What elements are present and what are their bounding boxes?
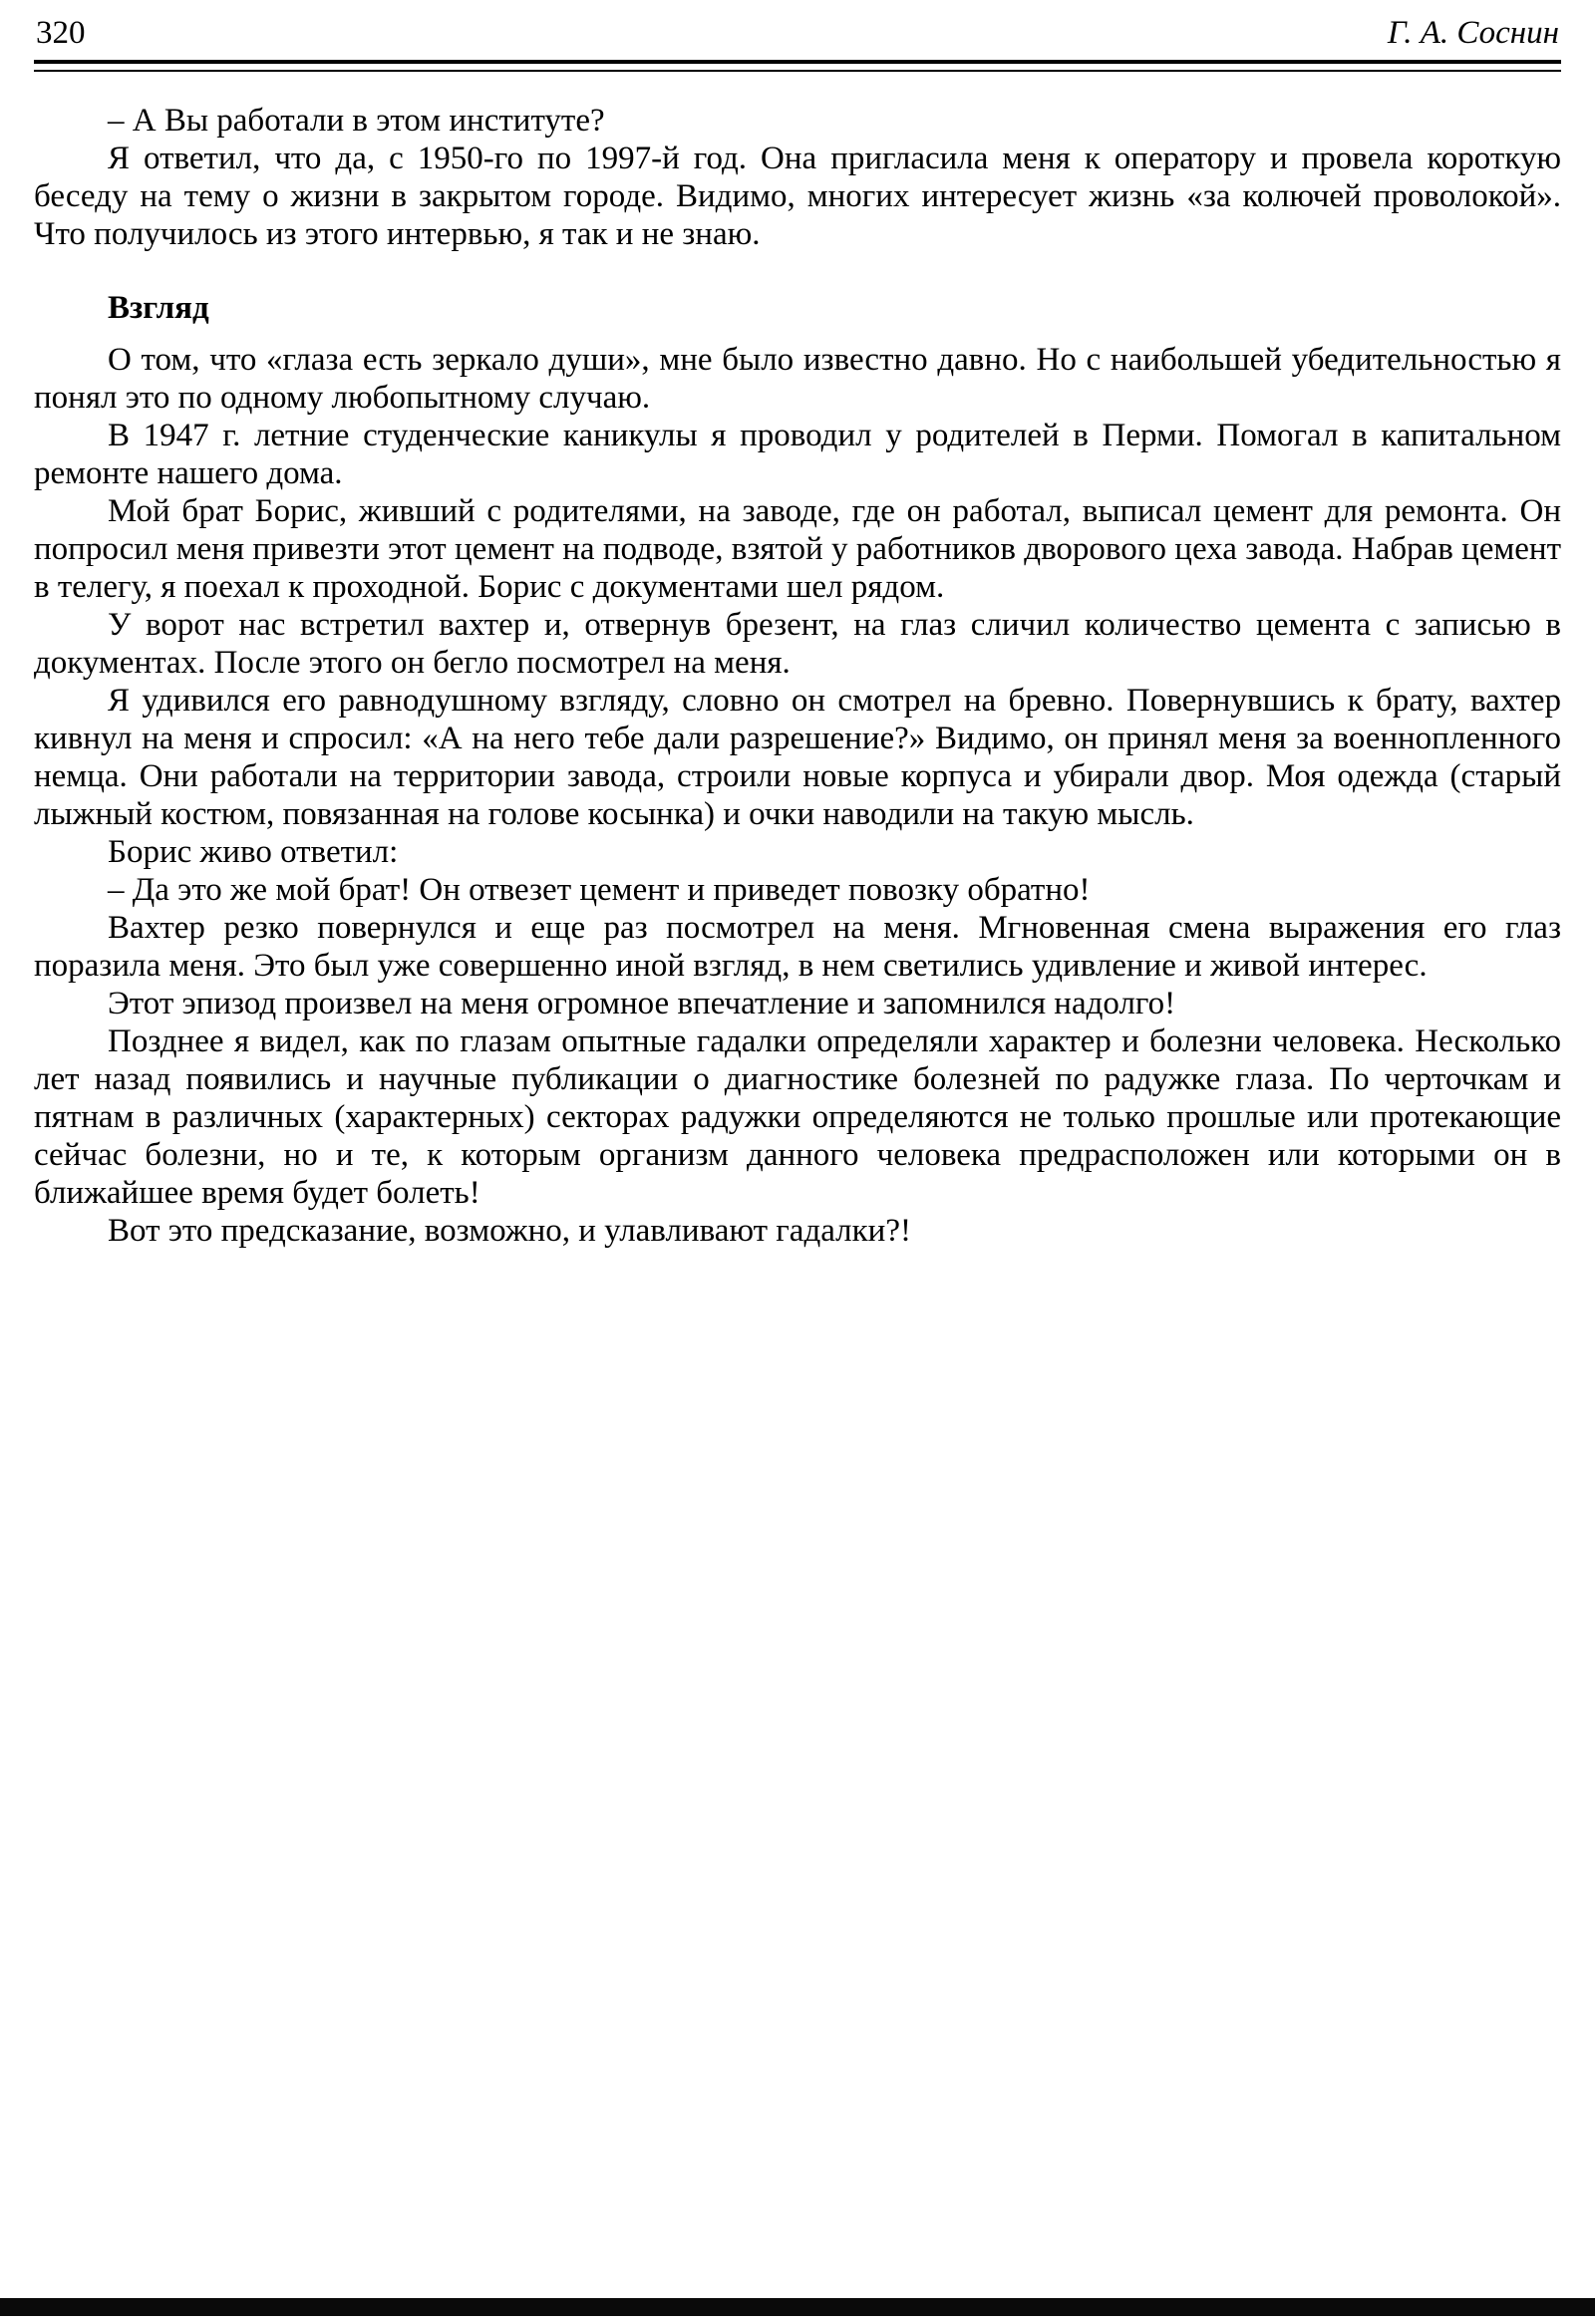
section-heading: Взгляд [108,290,209,326]
page-header [0,0,1595,52]
page-body [0,72,1595,1250]
header-rule [34,60,1561,72]
paragraph: О том, что «глаза есть зеркало души», мне было известно давно. Но с наибольшей убедительностью я понял это по одному любопытному случаю. [34,342,1561,416]
author-running-head: Г. А. Соснин [1387,15,1559,51]
paragraph: В 1947 г. летние студенческие каникулы я проводил у родителей в Перми. Помогал в капитальном ремонте нашего дома. [34,418,1561,491]
dialog-line: – А Вы работали в этом институте? [108,103,605,139]
paragraph: Мой брат Борис, живший с родителями, на заводе, где он работал, выписал цемент для ремонта. Он попросил меня привезти этот цемент на подводе, взятой у работников дворового цеха завода. Набрав цемент в телегу, я поехал к проходной. Борис с документами шел рядом. [34,493,1561,605]
paragraph: Позднее я видел, как по глазам опытные гадалки определяли характер и болезни человека. Несколько лет назад появились и научные публикации о диагностике болезней по радужке глаза. По черточкам и пятнам в различных (характерных) секторах радужки определяются не только прошлые или протекающие сейчас болезни, но и те, к которым организм данного человека предрасположен или которыми он в ближайшее время будет болеть! [34,1023,1561,1211]
paragraph: Вот это предсказание, возможно, и улавливают гадалки?! [108,1213,911,1249]
page-number: 320 [36,15,86,51]
scan-edge-bar [0,2298,1595,2316]
dialog-line: – Да это же мой брат! Он отвезет цемент и приведет повозку обратно! [108,872,1091,908]
paragraph: Я удивился его равнодушному взгляду, словно он смотрел на бревно. Повернувшись к брату, вахтер кивнул на меня и спросил: «А на него тебе дали разрешение?» Видимо, он принял меня за военнопленного немца. Они работали на территории завода, строили новые корпуса и убирали двор. Моя одежда (старый лыжный костюм, повязанная на голове косынка) и очки наводили на такую мысль. [34,683,1561,832]
paragraph: Я ответил, что да, с 1950-го по 1997-й год. Она пригласила меня к оператору и провела короткую беседу на тему о жизни в закрытом городе. Видимо, многих интересует жизнь «за колючей проволокой». Что получилось из этого интервью, я так и не знаю. [34,141,1561,252]
paragraph: У ворот нас встретил вахтер и, отвернув брезент, на глаз сличил количество цемента с записью в документах. После этого он бегло посмотрел на меня. [34,607,1561,681]
paragraph: Вахтер резко повернулся и еще раз посмотрел на меня. Мгновенная смена выражения его глаз поразила меня. Это был уже совершенно иной взгляд, в нем светились удивление и живой интерес. [34,910,1561,984]
paragraph: Этот эпизод произвел на меня огромное впечатление и запомнился надолго! [108,986,1176,1021]
paragraph: Борис живо ответил: [108,834,399,870]
